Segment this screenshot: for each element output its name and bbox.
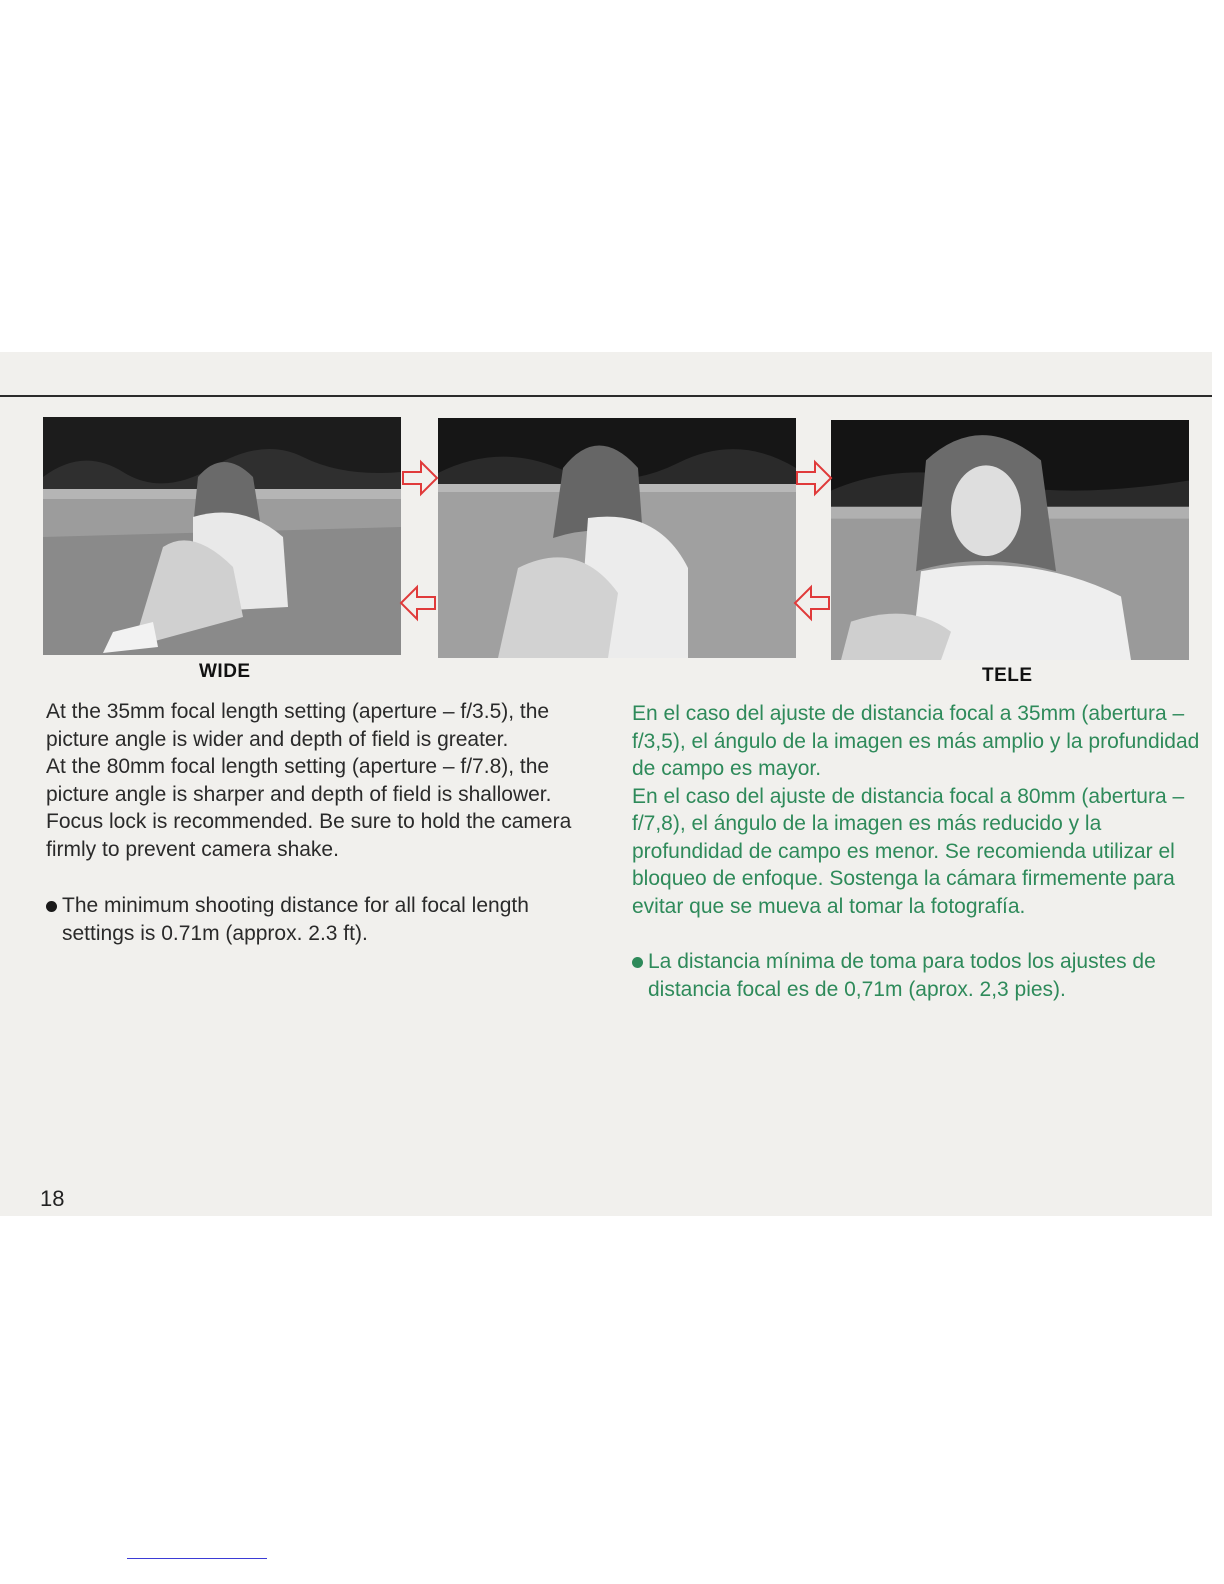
- arrow-right-icon: [795, 458, 833, 498]
- arrow-right-icon: [401, 458, 439, 498]
- spanish-paragraph-1: En el caso del ajuste de distancia focal a 35mm (abertura – f/3,5), el ángulo de la imagen es más amplio y la profundidad de campo es mayor.: [632, 702, 1200, 780]
- bullet-icon: [632, 957, 643, 968]
- photo-wide: [43, 417, 401, 655]
- photo-middle: [438, 418, 796, 658]
- label-tele: TELE: [982, 665, 1033, 686]
- spanish-bullet-text: La distancia mínima de toma para todos los ajustes de distancia focal es de 0,71m (aprox. 2,3 pies).: [648, 950, 1156, 1001]
- english-bullet: [46, 892, 606, 947]
- spanish-bullet: [632, 948, 1202, 1003]
- photo-tele: [831, 420, 1189, 660]
- link-underline[interactable]: [127, 1558, 267, 1559]
- spanish-column: [632, 700, 1202, 1003]
- page-number: 18: [40, 1186, 65, 1211]
- english-paragraph-2: At the 80mm focal length setting (aperture – f/7.8), the picture angle is sharper and depth of field is shallower. Focus lock is recommended. Be sure to hold the camera firmly to prevent camera shake.: [46, 755, 572, 861]
- spanish-paragraph-2: En el caso del ajuste de distancia focal a 80mm (abertura – f/7,8), el ángulo de la imagen es más reducido y la profundidad de campo es menor. Se recomienda utilizar el bloqueo de enfoque. Sostenga la cámara firmemente para evitar que se mueva al tomar la fotografía.: [632, 784, 1185, 918]
- bullet-icon: [46, 901, 57, 912]
- top-rule: [0, 395, 1212, 397]
- english-paragraph-1: At the 35mm focal length setting (aperture – f/3.5), the picture angle is wider and depth of field is greater.: [46, 700, 550, 751]
- arrow-left-icon: [793, 583, 831, 623]
- label-wide: WIDE: [199, 661, 251, 682]
- arrow-left-icon: [399, 583, 437, 623]
- english-bullet-text: The minimum shooting distance for all focal length settings is 0.71m (approx. 2.3 ft).: [62, 894, 529, 945]
- english-column: [46, 698, 606, 947]
